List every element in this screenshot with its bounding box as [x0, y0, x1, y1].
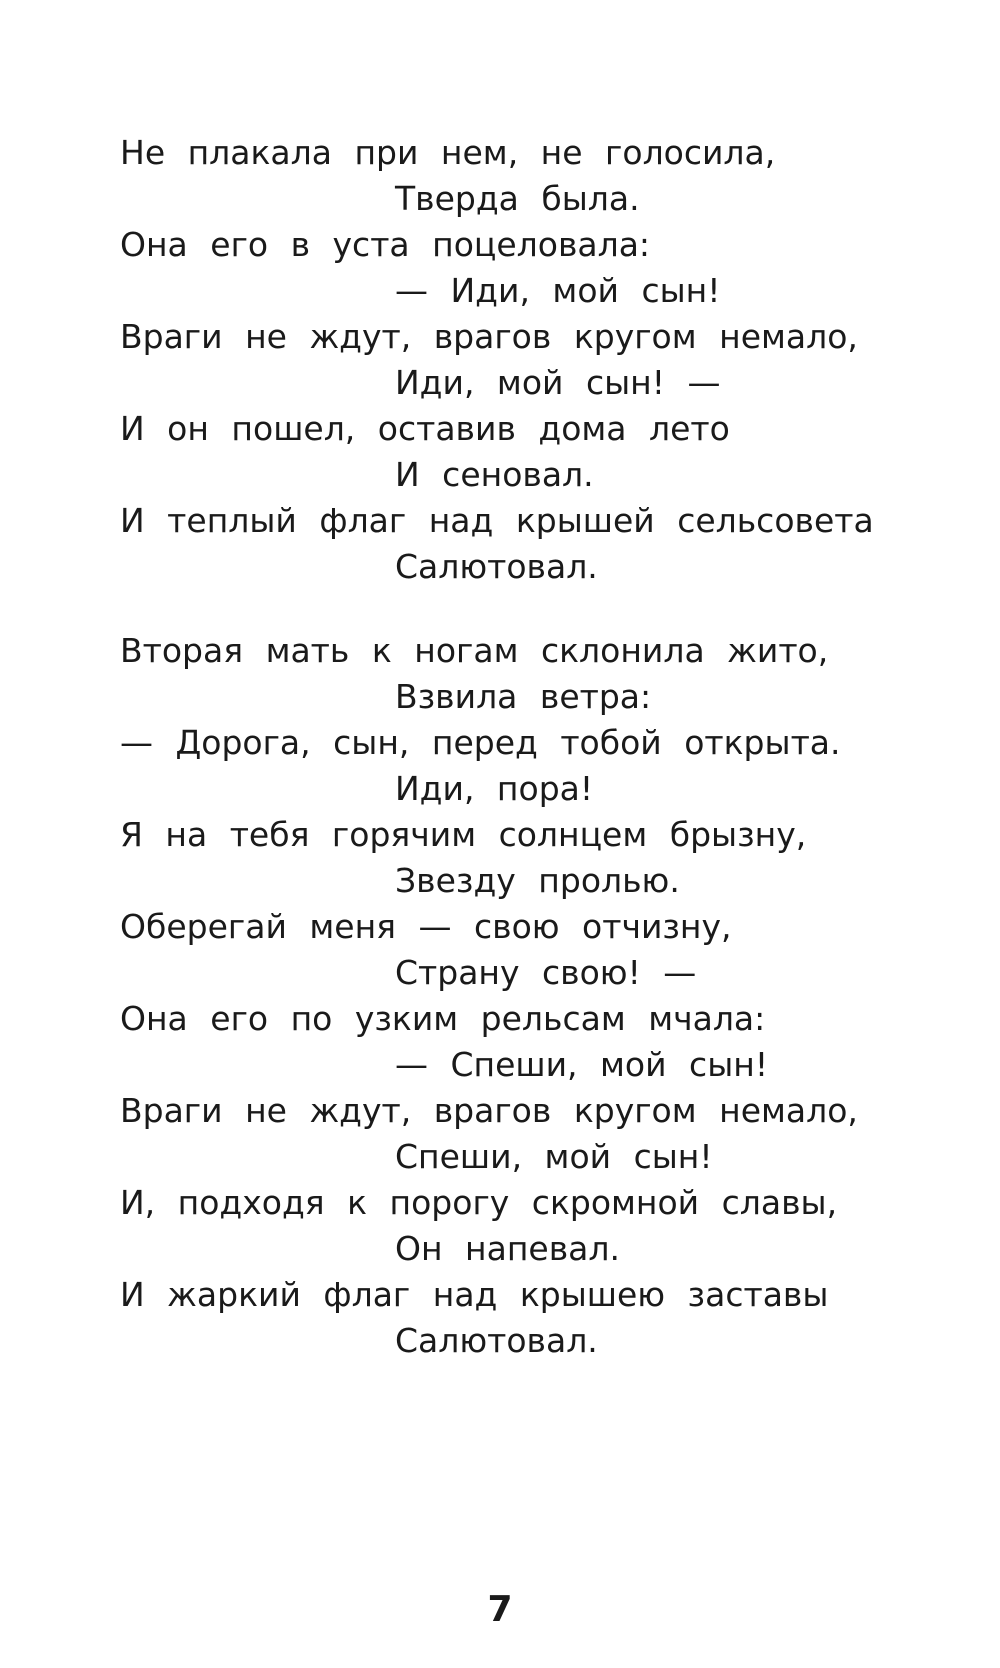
- poem-line: Иди, мой сын! —: [395, 363, 721, 402]
- poem-line: И он пошел, оставив дома лето: [120, 409, 730, 448]
- poem-line: Вторая мать к ногам склонила жито,: [120, 631, 829, 670]
- poem-line: Она его в уста поцеловала:: [120, 225, 651, 264]
- poem-line: Враги не ждут, врагов кругом немало,: [120, 1091, 858, 1130]
- poem-line: Враги не ждут, врагов кругом немало,: [120, 317, 858, 356]
- poem-line: И сеновал.: [395, 455, 594, 494]
- poem-line: Спеши, мой сын!: [395, 1137, 713, 1176]
- poem-line: И теплый флаг над крышей сельсовета: [120, 501, 874, 540]
- page-number: 7: [487, 1589, 513, 1630]
- poem-line: Оберегай меня — свою отчизну,: [120, 907, 732, 946]
- poem-line: Она его по узким рельсам мчала:: [120, 999, 766, 1038]
- poem-line: Я на тебя горячим солнцем брызну,: [120, 815, 807, 854]
- poem-line: Страну свою! —: [395, 953, 697, 992]
- poem-line: И жаркий флаг над крышею заставы: [120, 1275, 829, 1314]
- poem-line: Салютовал.: [395, 1321, 598, 1360]
- poem-line: Не плакала при нем, не голосила,: [120, 133, 776, 172]
- poem-line: Звезду пролью.: [395, 861, 680, 900]
- poem-line: — Иди, мой сын!: [395, 271, 721, 310]
- stanza-2: [120, 628, 940, 1364]
- poem-line: Тверда была.: [395, 179, 640, 218]
- poem-line: И, подходя к порогу скромной славы,: [120, 1183, 838, 1222]
- poem-line: — Спеши, мой сын!: [395, 1045, 769, 1084]
- poem-line: Салютовал.: [395, 547, 598, 586]
- poem-line: Взвила ветра:: [395, 677, 652, 716]
- stanza-1: [120, 130, 940, 590]
- poem-line: Иди, пора!: [395, 769, 594, 808]
- poem-line: Он напевал.: [395, 1229, 620, 1268]
- poem-line: — Дорога, сын, перед тобой открыта.: [120, 723, 841, 762]
